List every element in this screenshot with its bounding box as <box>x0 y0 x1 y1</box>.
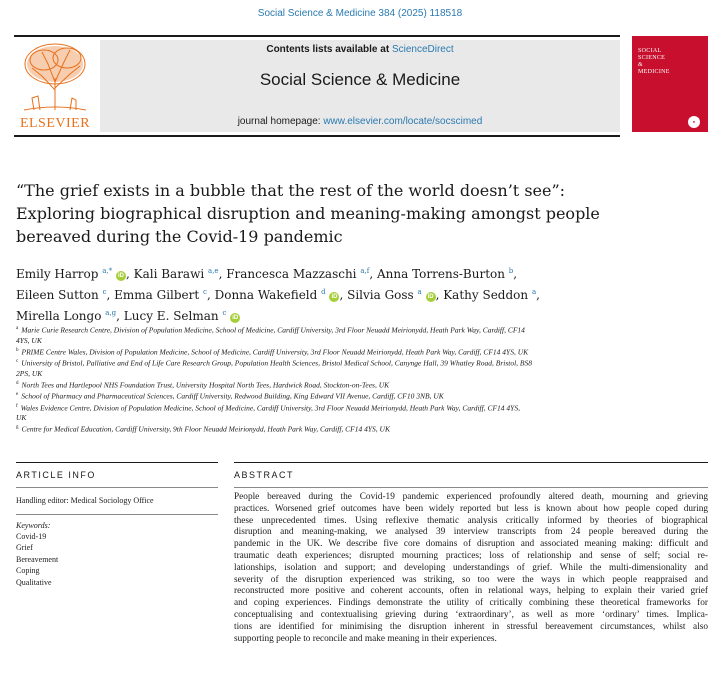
article-info-divider <box>16 487 218 488</box>
author-name[interactable]: Anna Torrens-Burton <box>377 267 505 281</box>
affiliation <box>16 379 616 391</box>
abstract-line: practices. Worsened grief outcomes have been widely reported but less is known about how people coped during <box>234 503 708 514</box>
affiliation-marker: b <box>16 347 19 353</box>
affiliation-marker: d <box>16 380 19 386</box>
author-affiliation-marker[interactable]: b <box>508 267 514 275</box>
author-name[interactable]: Silvia Goss <box>347 288 414 302</box>
affiliation-marker: e <box>16 392 19 397</box>
cover-title-line: & <box>638 62 643 68</box>
author-separator: , <box>106 288 115 302</box>
orcid-icon[interactable]: iD <box>232 315 239 321</box>
affiliation-marker: c <box>16 359 19 364</box>
author-separator: , <box>218 267 227 281</box>
orcid-icon[interactable]: iD <box>331 294 338 300</box>
abstract-line: lationships, isolation and support; and developing understandings of grief. While the multi-dimensionality and <box>234 562 708 573</box>
author-separator: , <box>513 267 518 281</box>
keywords-divider <box>16 514 218 515</box>
affiliation-text: University of Bristol, Palliative and End of Life Care Research Group, Population Health Sciences, Bristol Medical School, Canynge Hall, 39 Whatley Road, Bristol, BS8 <box>21 358 532 368</box>
affiliation-text: North Tees and Hartlepool NHS Foundation Trust, University Hospital North Tees, Hardwick Road, Stockton-on-Tees, UK <box>21 380 390 389</box>
author-affiliation-marker[interactable]: a <box>531 288 537 296</box>
author-name[interactable]: Francesca Mazzaschi <box>226 267 357 281</box>
affiliation <box>16 402 616 414</box>
homepage-line <box>100 116 620 127</box>
cover-title-line: SOCIAL <box>638 48 662 54</box>
affiliation <box>16 390 616 402</box>
keyword: Bereavement <box>16 554 59 564</box>
author-name[interactable]: Donna Wakefield <box>214 288 318 302</box>
article-title-line: “The grief exists in a bubble that the rest of the world doesn’t see”: <box>16 181 566 200</box>
author-name[interactable]: Mirella Longo <box>16 309 102 323</box>
abstract-line: these unprecedented times. Using reflexive thematic analysis critically informed by theories of biographical <box>234 515 708 526</box>
abstract-top-rule <box>234 462 708 463</box>
affiliation-marker: g <box>16 425 19 430</box>
author-name[interactable]: Lucy E. Selman <box>123 309 219 323</box>
article-title <box>16 179 636 248</box>
affiliation-text: Wales Evidence Centre, Division of Population Medicine, School of Medicine, Cardiff University, 3rd Floor Neuadd Meirionydd, Heath Park Way, Cardiff, CF14 4YS, <box>20 403 520 412</box>
sciencedirect-link[interactable]: ScienceDirect <box>391 44 454 55</box>
author-line <box>16 283 706 304</box>
author-affiliation-marker[interactable]: a,* <box>102 267 113 275</box>
homepage-prefix: journal homepage: <box>237 116 324 127</box>
article-info-top-rule <box>16 462 218 463</box>
affiliation-text: 2PS, UK <box>16 368 43 378</box>
author-separator: , <box>125 267 134 281</box>
cover-badge-icon: ● <box>688 116 700 128</box>
cover-title-line: SCIENCE <box>638 55 666 61</box>
author-affiliation-marker[interactable]: a,e <box>208 267 219 275</box>
keyword: Qualitative <box>16 577 52 587</box>
abstract-line: disruption and meaning-making, we analysed 39 interview transcripts from 24 people bereaved during the <box>234 527 708 538</box>
author-affiliation-marker[interactable]: c <box>222 309 227 317</box>
author-separator: , <box>116 309 124 323</box>
orcid-icon[interactable]: iD <box>427 294 434 300</box>
affiliation-list <box>16 324 616 435</box>
article-title-line: Exploring biographical disruption and meaning-making amongst people <box>16 204 600 223</box>
author-list <box>16 262 706 325</box>
affiliation <box>16 413 616 423</box>
affiliation <box>16 336 616 346</box>
abstract-line: pandemic in the UK. We describe five core domains of disruption and associated meaning making: difficult and <box>234 539 708 550</box>
author-affiliation-marker[interactable]: a,g <box>105 309 117 317</box>
article-info-heading: ARTICLE INFO <box>16 470 96 480</box>
affiliation-text: Centre for Medical Education, Cardiff University, 9th Floor Neuadd Meirionydd, Heath Park Way, Cardiff, CF14 4YS, UK <box>21 424 390 434</box>
abstract-divider <box>234 487 708 488</box>
author-affiliation-marker[interactable]: a,f <box>360 267 370 275</box>
abstract-line: reconstructed more positive and coherent accounts, often in relational ways, helping to explain their varied grief <box>234 586 708 597</box>
keywords-list <box>16 531 58 588</box>
author-affiliation-marker[interactable]: c <box>203 288 207 296</box>
author-separator: , <box>339 288 348 302</box>
abstract-line: and coping experiences. Findings demonstrate the utility of critically combining these theoretical frameworks for <box>234 598 708 609</box>
author-affiliation-marker[interactable]: a <box>417 288 422 296</box>
abstract-line: conceptualising and contextualising grieving during ‘extraordinary’, as well as more ‘ordinary’ times. Implica- <box>234 609 708 620</box>
abstract-line: traumatic death experiences; disrupted mourning practices; loss of relationship and sense of self; social re- <box>234 550 708 561</box>
keyword: Grief <box>16 543 33 553</box>
author-name[interactable]: Emily Harrop <box>16 267 99 281</box>
contents-prefix: Contents lists available at <box>266 44 392 55</box>
author-affiliation-marker[interactable]: c <box>102 288 107 296</box>
abstract-line: People bereaved during the Covid-19 pandemic experienced profoundly altered death, mourning and grieving <box>234 492 708 502</box>
author-name[interactable]: Kathy Seddon <box>443 288 529 302</box>
affiliation <box>16 324 616 336</box>
cover-title-line: MEDICINE <box>638 69 670 75</box>
affiliation <box>16 423 616 435</box>
author-name[interactable]: Eileen Sutton <box>16 288 99 302</box>
abstract-heading: ABSTRACT <box>234 470 295 480</box>
author-line <box>16 304 706 325</box>
abstract-body <box>234 492 708 645</box>
author-separator: , <box>206 288 215 302</box>
affiliation-text: School of Pharmacy and Pharmaceutical Sciences, Cardiff University, Redwood Building, King Edward VII Avenue, Cardiff, CF10 3NB, UK <box>21 391 444 401</box>
journal-reference[interactable]: Social Science & Medicine 384 (2025) 118518 <box>257 8 463 19</box>
orcid-icon[interactable]: iD <box>117 273 124 279</box>
cover-title <box>638 48 698 76</box>
abstract-line: supporting people to reconcile and make meaning in their experiences. <box>234 633 497 644</box>
affiliation-marker: a <box>16 326 19 331</box>
article-title-line: bereaved during the Covid-19 pandemic <box>16 227 343 246</box>
affiliation-text: 4YS, UK <box>16 335 42 345</box>
author-line <box>16 262 706 283</box>
affiliation <box>16 369 616 379</box>
homepage-link[interactable]: www.elsevier.com/locate/socscimed <box>323 116 483 127</box>
affiliation <box>16 346 616 358</box>
affiliation <box>16 357 616 369</box>
journal-title: Social Science & Medicine <box>259 70 461 89</box>
author-name[interactable]: Emma Gilbert <box>114 288 200 302</box>
elsevier-wordmark: ELSEVIER <box>19 116 91 131</box>
masthead-bottom-rule <box>14 135 620 137</box>
author-separator: , <box>536 288 540 302</box>
masthead-top-rule <box>14 35 620 37</box>
keyword: Covid-19 <box>16 532 47 541</box>
contents-line <box>100 44 620 55</box>
author-affiliation-marker[interactable]: d <box>321 288 326 296</box>
keywords-label: Keywords: <box>16 521 51 530</box>
author-separator: , <box>369 267 377 281</box>
handling-editor: Handling editor: Medical Sociology Office <box>16 496 154 505</box>
author-name[interactable]: Kali Barawi <box>133 267 205 281</box>
journal-cover-image[interactable] <box>632 36 708 132</box>
affiliation-text: Marie Curie Research Centre, Division of Population Medicine, School of Medicine, Cardiff University, 3rd Floor Neuadd Meirionydd, Heath Park Way, Cardiff, CF14 <box>21 325 525 335</box>
abstract-line: tions are identified for minimising the disruption inherent in stressful bereavement circumstances, whilst also <box>234 621 708 632</box>
keyword: Coping <box>16 566 40 576</box>
affiliation-marker: f <box>16 403 18 409</box>
affiliation-text: PRIME Centre Wales, Division of Population Medicine, School of Medicine, Cardiff University, 3rd Floor Neuadd Meirionydd, Heath Park Way, Cardiff, CF14 4YS, UK <box>21 347 529 356</box>
abstract-line: severity of the disruption experienced was striking, so too were the ways in which people reappraised and <box>234 574 708 585</box>
author-separator: , <box>435 288 444 302</box>
affiliation-text: UK <box>16 413 27 422</box>
